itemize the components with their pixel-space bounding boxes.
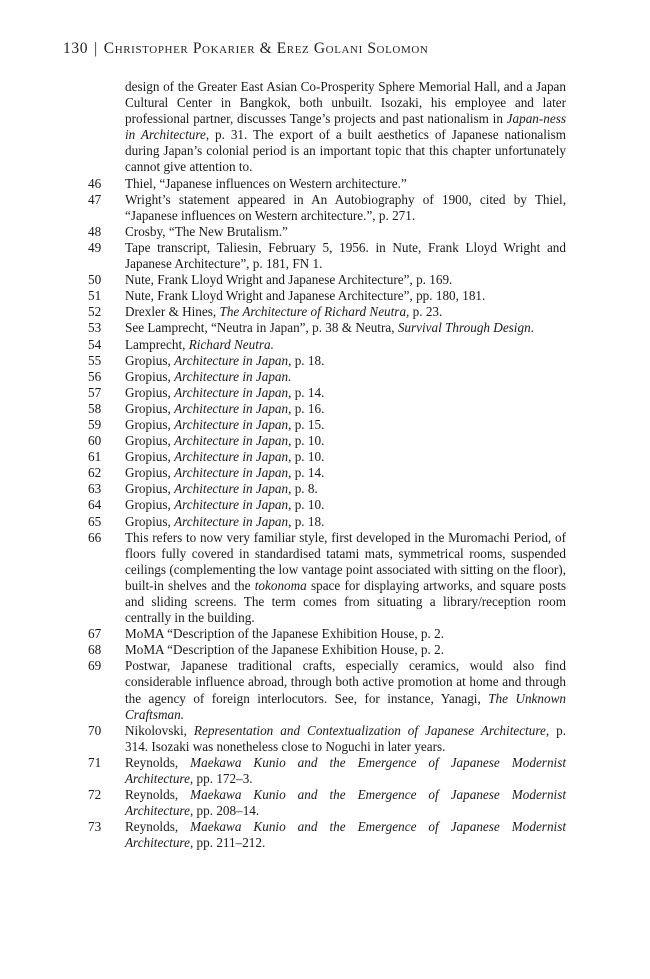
endnote-number: 52 <box>88 304 102 320</box>
endnote-text: Gropius, Architecture in Japan, p. 15. <box>125 416 325 432</box>
endnote-number: 70 <box>88 722 102 738</box>
endnote-number: 65 <box>88 513 102 529</box>
endnote <box>88 481 566 497</box>
endnote <box>88 288 566 304</box>
endnote <box>88 401 566 417</box>
endnote <box>88 819 566 851</box>
endnote-number: 46 <box>88 175 102 191</box>
endnote-text: Wright’s statement appeared in An Autobiography of 1900, cited by Thiel, “Japanese influences on Western architecture.”, p. 271. <box>125 191 566 223</box>
endnote-text: Tape transcript, Taliesin, February 5, 1956. in Nute, Frank Lloyd Wright and Japanese Architecture”, p. 181, FN 1. <box>125 239 566 272</box>
endnote-text: Lamprecht, Richard Neutra. <box>125 336 274 352</box>
endnote-text: Gropius, Architecture in Japan, p. 8. <box>125 481 318 497</box>
endnote <box>88 642 566 658</box>
endnote-text: Nute, Frank Lloyd Wright and Japanese Architecture”, p. 169. <box>125 272 453 288</box>
page-number: 130 <box>63 40 89 57</box>
endnote-text: MoMA “Description of the Japanese Exhibition House, p. 2. <box>125 626 445 642</box>
endnote-text: Reynolds, Maekawa Kunio and the Emergence of Japanese Modernist Architecture, pp. 172–3. <box>125 754 566 787</box>
endnote-text: Gropius, Architecture in Japan, p. 18. <box>125 352 325 368</box>
endnote <box>88 272 566 288</box>
endnote-number: 68 <box>88 642 102 658</box>
endnote-text: Nikolovski, Representation and Contextualization of Japanese Architecture, p. 314. Isozaki was nonetheless close to Noguchi in later years. <box>125 722 566 754</box>
endnote <box>88 369 566 385</box>
endnote <box>88 320 566 336</box>
endnote-text: MoMA “Description of the Japanese Exhibition House, p. 2. <box>125 642 445 658</box>
endnote-text: Drexler & Hines, The Architecture of Richard Neutra, p. 23. <box>125 304 443 320</box>
endnote-number: 51 <box>88 288 102 304</box>
endnote <box>88 530 566 627</box>
author-names: Christopher Pokarier & Erez Golani Solomon <box>103 40 429 57</box>
endnote-number: 53 <box>88 320 102 336</box>
endnote-number: 66 <box>88 529 102 545</box>
endnote <box>88 755 566 787</box>
endnote-number: 64 <box>88 497 102 513</box>
endnote-number: 69 <box>88 658 102 674</box>
endnote-text: Gropius, Architecture in Japan, p. 14. <box>125 465 325 481</box>
endnote <box>88 626 566 642</box>
endnote-text: Thiel, “Japanese influences on Western architecture.” <box>125 175 407 191</box>
endnote-number: 48 <box>88 223 102 239</box>
endnote-number: 54 <box>88 336 102 352</box>
endnote <box>88 658 566 722</box>
endnote-text: Gropius, Architecture in Japan, p. 16. <box>125 400 325 416</box>
endnote-number: 50 <box>88 272 102 288</box>
endnote-text: Nute, Frank Lloyd Wright and Japanese Architecture”, pp. 180, 181. <box>125 288 486 304</box>
endnote-text: Gropius, Architecture in Japan. <box>125 368 292 384</box>
endnote <box>88 337 566 353</box>
endnote-number: 61 <box>88 449 102 465</box>
endnote <box>88 465 566 481</box>
endnote <box>88 449 566 465</box>
endnote-number: 55 <box>88 352 102 368</box>
header-separator: | <box>94 40 98 57</box>
endnote-text: Gropius, Architecture in Japan, p. 18. <box>125 513 325 529</box>
endnote-text: design of the Greater East Asian Co-Prosperity Sphere Memorial Hall, and a Japan Cultural Center in Bangkok, both unbuilt. Isozaki, his employee and later professional partner, discusses Tange’s projects and past nationalism in Japan-ness in Architecture, p. 31. The export of a built aesthetics of Japanese nationalism during Japan’s colonial period is an important topic that this chapter unfortunately cannot give attention to. <box>125 79 567 175</box>
endnote-number: 71 <box>88 754 102 770</box>
endnote-text: Reynolds, Maekawa Kunio and the Emergence of Japanese Modernist Architecture, pp. 208–14. <box>125 787 566 819</box>
endnote-number: 67 <box>88 626 102 642</box>
endnote-text: Crosby, “The New Brutalism.” <box>125 223 288 239</box>
endnote-number: 73 <box>88 819 102 835</box>
endnote-text: See Lamprecht, “Neutra in Japan”, p. 38 & Neutra, Survival Through Design. <box>125 320 534 336</box>
endnote <box>88 385 566 401</box>
endnote-text: Postwar, Japanese traditional crafts, especially ceramics, would also find considerable influence abroad, through both active promotion at home and through the agency of foreign interlocutors. See, for instance, Yanagi, The Unknown Craftsman. <box>125 658 566 722</box>
endnote <box>88 787 566 819</box>
endnote <box>88 497 566 513</box>
endnote <box>88 304 566 320</box>
endnote <box>88 353 566 369</box>
endnote-number: 57 <box>88 384 102 400</box>
endnote-number: 60 <box>88 433 102 449</box>
endnote-number: 58 <box>88 400 102 416</box>
endnote-text: Gropius, Architecture in Japan, p. 14. <box>125 384 325 400</box>
running-head <box>63 40 603 58</box>
endnote-text: Reynolds, Maekawa Kunio and the Emergence of Japanese Modernist Architecture, pp. 211–212. <box>125 819 566 851</box>
endnote-text: Gropius, Architecture in Japan, p. 10. <box>125 433 325 449</box>
endnote <box>88 723 566 755</box>
endnote <box>88 176 566 192</box>
endnote <box>88 79 566 176</box>
endnote-number: 47 <box>88 191 102 207</box>
endnote <box>88 240 566 272</box>
endnote-text: This refers to now very familiar style, first developed in the Muromachi Period, of floors fully covered in standardised tatami mats, symmetrical rooms, suspended ceilings (complementing the low vantage point associated with sitting on the floor), built-in shelves and the tokonoma space for displaying artworks, and square posts and sliding screens. The term comes from situating a library/reception room centrally in the building. <box>125 529 566 626</box>
endnote-number: 72 <box>88 787 102 803</box>
endnote <box>88 224 566 240</box>
endnote-text: Gropius, Architecture in Japan, p. 10. <box>125 449 325 465</box>
endnote-number: 62 <box>88 465 102 481</box>
endnote-number: 49 <box>88 239 102 255</box>
endnote-number: 56 <box>88 368 102 384</box>
endnote-text: Gropius, Architecture in Japan, p. 10. <box>125 497 325 513</box>
endnote <box>88 433 566 449</box>
endnote <box>88 192 566 224</box>
endnotes-list <box>88 79 566 852</box>
endnote <box>88 417 566 433</box>
endnote-number: 63 <box>88 481 102 497</box>
endnote-number: 59 <box>88 416 102 432</box>
endnote <box>88 514 566 530</box>
